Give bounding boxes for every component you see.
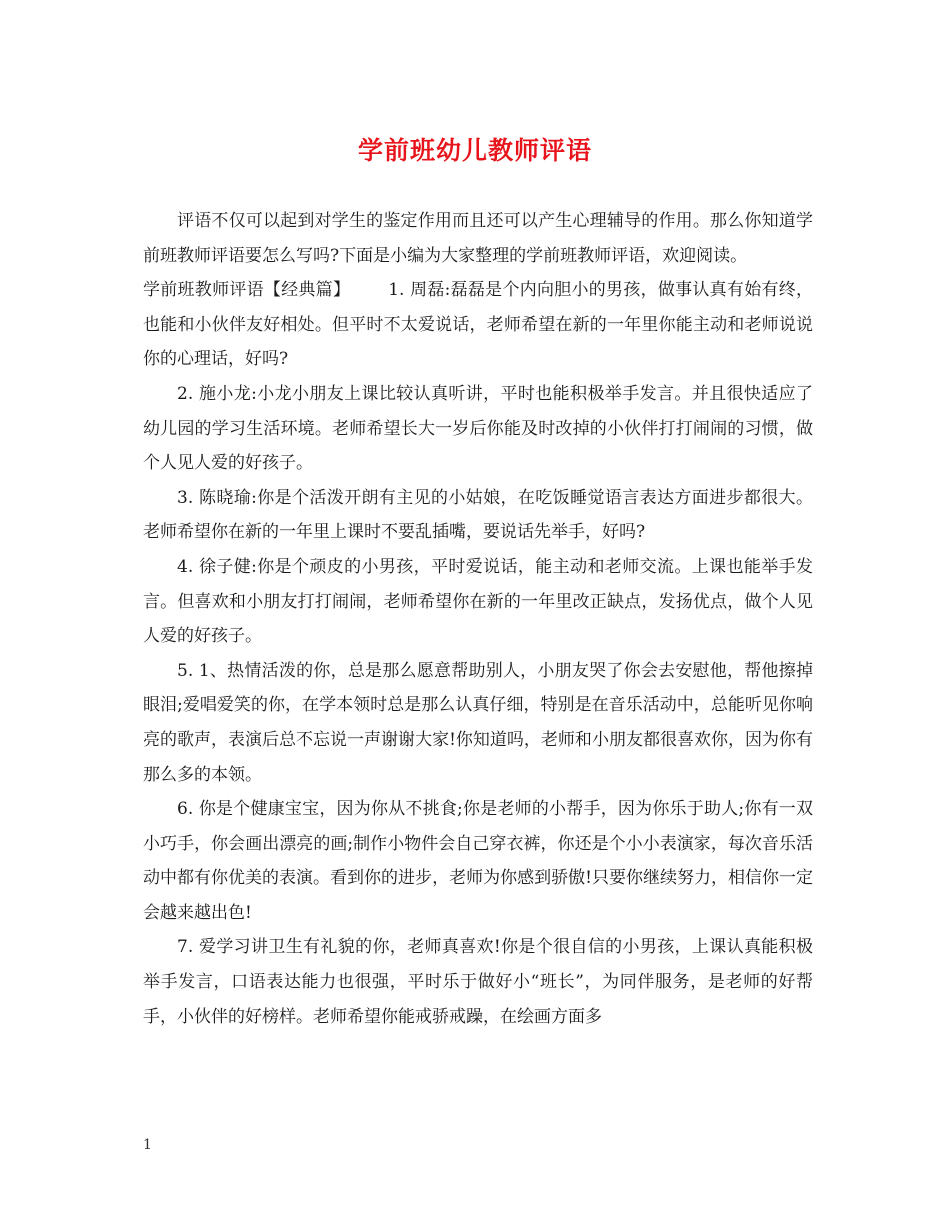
document-title: 学前班幼儿教师评语 bbox=[357, 136, 592, 165]
comment-item-3: 3. 陈晓瑜:你是个活泼开朗有主见的小姑娘，在吃饭睡觉语言表达方面进步都很大。老师希望你在新的一年里上课时不要乱插嘴，要说话先举手，好吗? bbox=[143, 487, 813, 543]
comment-item-6: 6. 你是个健康宝宝，因为你从不挑食;你是老师的小帮手，因为你乐于助人;你有一双小巧手，你会画出漂亮的画;制作小物件会自己穿衣裤，你还是个小小表演家，每次音乐活动中都有你优美的表演。看到你的进步，老师为你感到骄傲!只要你继续努力，相信你一定会越来越出色! bbox=[143, 799, 813, 923]
comment-item-2: 2. 施小龙:小龙小朋友上课比较认真听讲，平时也能积极举手发言。并且很快适应了幼儿园的学习生活环境。老师希望长大一岁后你能及时改掉的小伙伴打打闹闹的习惯，做个人见人爱的好孩子。 bbox=[143, 383, 813, 474]
comment-item-4: 4. 徐子健:你是个顽皮的小男孩，平时爱说话，能主动和老师交流。上课也能举手发言。但喜欢和小朋友打打闹闹，老师希望你在新的一年里改正缺点，发扬优点，做个人见人爱的好孩子。 bbox=[143, 556, 813, 647]
comment-item-5: 5. 1、热情活泼的你，总是那么愿意帮助别人，小朋友哭了你会去安慰他，帮他擦掉眼泪;爱唱爱笑的你，在学本领时总是那么认真仔细，特别是在音乐活动中，总能听见你响亮的歌声，表演后总不忘说一声谢谢大家!你知道吗，老师和小朋友都很喜欢你，因为你有那么多的本领。 bbox=[143, 660, 813, 785]
comment-item-7: 7. 爱学习讲卫生有礼貌的你，老师真喜欢!你是个很自信的小男孩，上课认真能积极举手发言，口语表达能力也很强，平时乐于做好小“班长”，为同伴服务，是老师的好帮手，小伙伴的好榜样。老师希望你能戒骄戒躁，在绘画方面多 bbox=[143, 937, 813, 1027]
section-heading: 学前班教师评语【经典篇】 bbox=[143, 280, 351, 301]
section-paragraph bbox=[143, 273, 813, 377]
intro-paragraph: 评语不仅可以起到对学生的鉴定作用而且还可以产生心理辅导的作用。那么你知道学前班教师评语要怎么写吗?下面是小编为大家整理的学前班教师评语，欢迎阅读。 bbox=[143, 211, 813, 266]
document-body bbox=[143, 204, 813, 1034]
comment-item-1: 1. 周磊:磊磊是个内向胆小的男孩，做事认真有始有终，也能和小伙伴友好相处。但平时不太爱说话，老师希望在新的一年里你能主动和老师说说你的心理话，好吗? bbox=[143, 280, 813, 370]
page-number: 1 bbox=[143, 1137, 152, 1153]
